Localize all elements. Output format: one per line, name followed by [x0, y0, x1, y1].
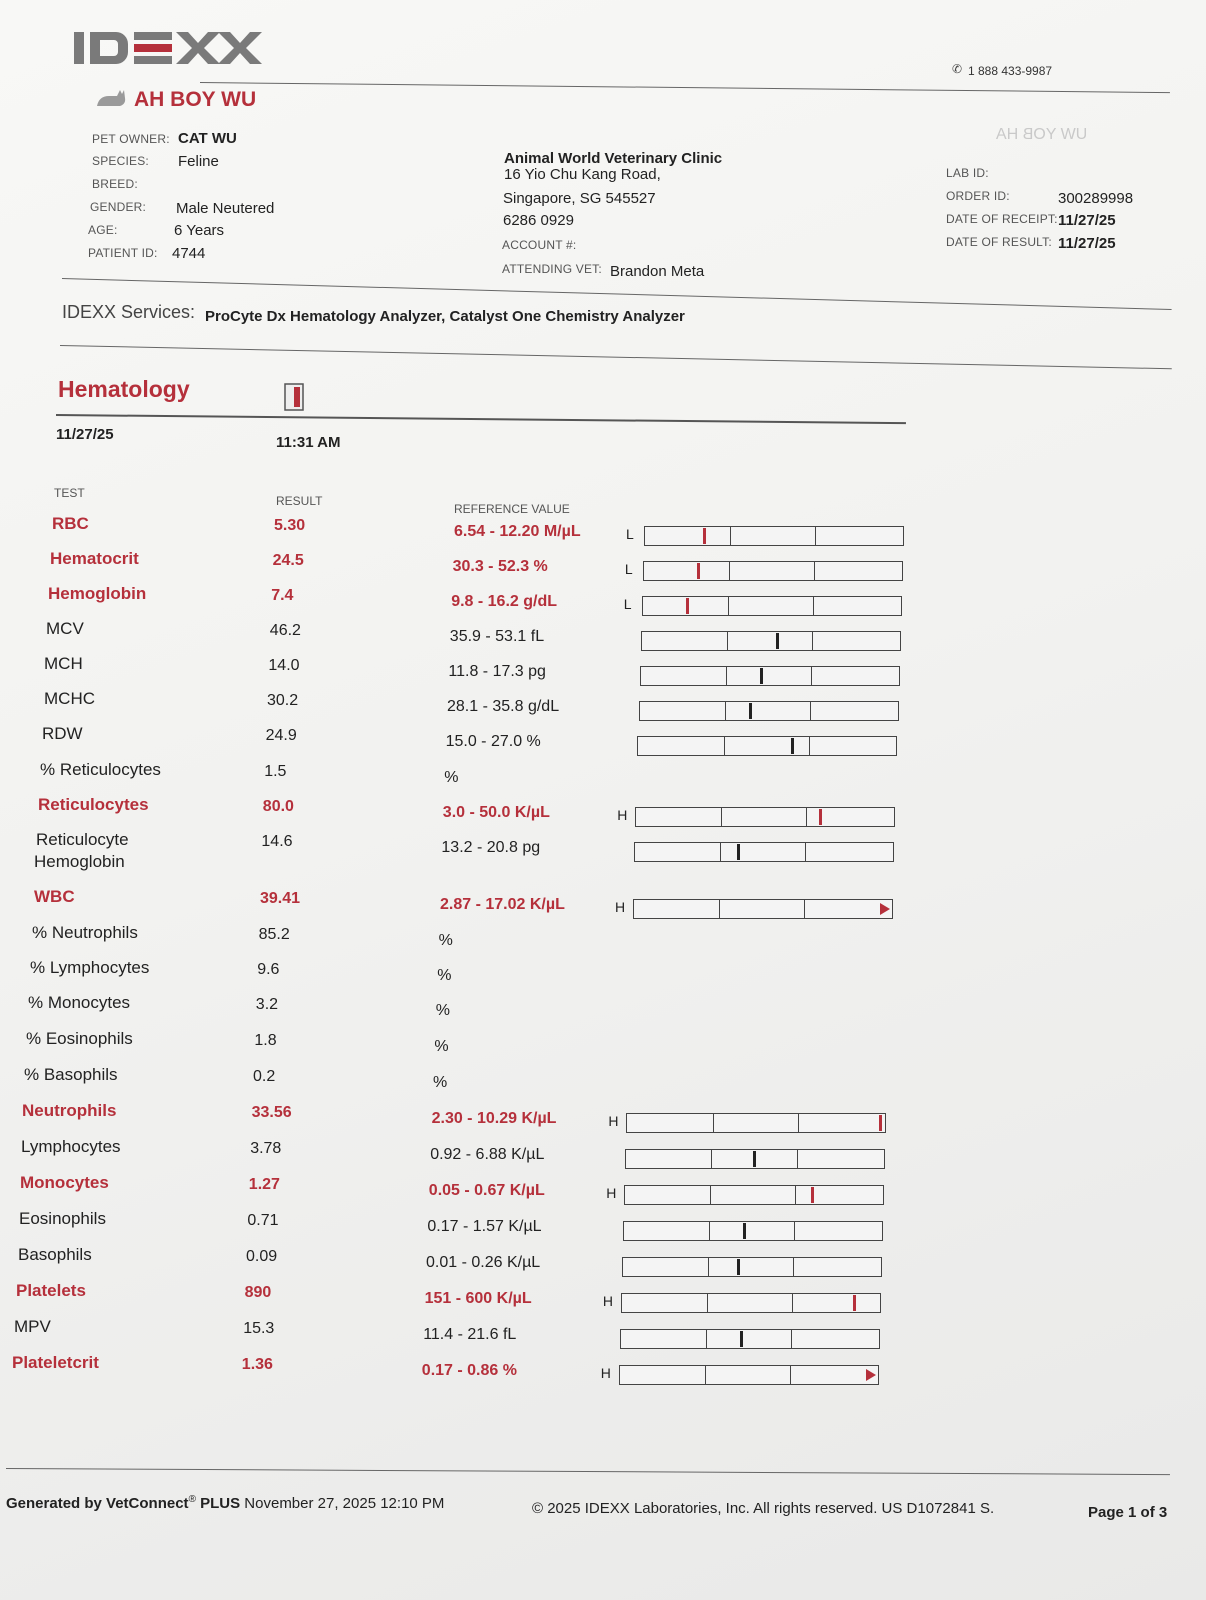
range-marker	[819, 809, 822, 825]
test-name: Eosinophils	[19, 1209, 106, 1228]
patient-id-label: PATIENT ID:	[88, 246, 158, 260]
info-rule	[62, 278, 1172, 310]
range-flag: H	[608, 1113, 619, 1129]
result-value: 0.71	[247, 1212, 279, 1229]
reference-range: 11.8 - 17.3 pg	[448, 663, 546, 680]
range-flag: L	[623, 596, 632, 612]
clinic-phone: 6286 0929	[503, 212, 574, 229]
result-value: 33.56	[251, 1104, 292, 1121]
table-row	[0, 993, 1206, 1027]
range-bar	[644, 526, 904, 546]
footer-generated	[6, 1494, 444, 1512]
range-flag: L	[624, 561, 633, 577]
test-name: Hematocrit	[50, 549, 139, 568]
gender-label: GENDER:	[90, 200, 147, 214]
clinic-name: Animal World Veterinary Clinic	[504, 150, 723, 167]
test-name: MCH	[44, 654, 83, 673]
range-flag: H	[600, 1365, 611, 1381]
services-label: IDEXX Services:	[62, 302, 196, 322]
footer-plus: PLUS	[200, 1495, 241, 1512]
test-name: Lymphocytes	[21, 1137, 121, 1156]
col-result-header: RESULT	[276, 494, 323, 508]
result-value: 24.5	[272, 552, 304, 569]
range-bar	[640, 666, 900, 686]
range-bar	[642, 596, 902, 616]
result-value: 0.2	[253, 1068, 276, 1085]
reference-range: 30.3 - 52.3 %	[452, 558, 548, 575]
range-marker	[737, 1259, 740, 1275]
range-marker	[703, 528, 706, 544]
patient-id-value: 4744	[172, 245, 206, 262]
range-bar	[621, 1293, 881, 1313]
range-marker	[791, 738, 794, 754]
reference-range: %	[438, 932, 453, 949]
range-marker	[749, 703, 752, 719]
range-bar	[637, 736, 897, 756]
age-value: 6 Years	[174, 222, 225, 239]
result-value: 14.6	[261, 833, 293, 850]
table-row	[0, 584, 1206, 618]
table-row	[0, 1209, 1206, 1243]
order-id-value: 300289998	[1058, 190, 1134, 207]
footer-timestamp: November 27, 2025 12:10 PM	[244, 1495, 445, 1512]
result-value: 30.2	[267, 692, 299, 709]
range-marker	[686, 598, 689, 614]
lab-id-label: LAB ID:	[946, 166, 989, 180]
table-row	[0, 1245, 1206, 1279]
table-row	[0, 1101, 1206, 1135]
range-flag: H	[615, 899, 626, 915]
table-row	[0, 514, 1206, 548]
owner-label: PET OWNER:	[92, 132, 170, 146]
test-name: RDW	[42, 724, 83, 743]
range-bar	[620, 1329, 880, 1349]
receipt-value: 11/27/25	[1058, 212, 1116, 229]
result-value: 85.2	[258, 926, 290, 943]
reference-range: 0.05 - 0.67 K/µL	[428, 1182, 545, 1199]
result-value: 5.30	[274, 517, 306, 534]
section-time: 11:31 AM	[276, 434, 341, 451]
owner-value: CAT WU	[178, 130, 237, 147]
reference-range: 0.17 - 0.86 %	[421, 1362, 517, 1379]
receipt-label: DATE OF RECEIPT:	[946, 212, 1058, 226]
table-row	[0, 619, 1206, 653]
table-row	[0, 887, 1206, 921]
reference-range: %	[435, 1002, 451, 1019]
vet-value: Brandon Meta	[610, 263, 705, 280]
range-marker	[697, 563, 700, 579]
reference-range: 35.9 - 53.1 fL	[449, 628, 545, 645]
range-marker	[879, 1115, 882, 1131]
range-flag: H	[606, 1185, 617, 1201]
footer-generated-text: Generated by VetConnect	[6, 1495, 189, 1512]
reference-range: 15.0 - 27.0 %	[445, 733, 541, 750]
clinic-phone-header: 1 888 433-9987	[968, 64, 1053, 78]
reference-range: 3.0 - 50.0 K/µL	[442, 804, 550, 821]
test-name: Monocytes	[20, 1173, 109, 1192]
result-value: 3.2	[255, 996, 279, 1013]
result-value: 890	[244, 1284, 272, 1301]
result-value: 9.6	[257, 961, 280, 978]
test-name: % Eosinophils	[26, 1029, 133, 1048]
out-of-range-arrow	[880, 903, 890, 915]
test-name: Basophils	[18, 1245, 92, 1264]
range-bar	[633, 899, 893, 919]
test-name: Neutrophils	[22, 1101, 117, 1120]
reference-range: 0.92 - 6.88 K/µL	[430, 1146, 545, 1163]
test-name: % Neutrophils	[32, 923, 138, 942]
result-date-label: DATE OF RESULT:	[946, 235, 1052, 249]
idexx-logo	[72, 26, 264, 70]
test-name: MPV	[14, 1317, 51, 1336]
range-bar	[623, 1221, 883, 1241]
test-name: % Monocytes	[28, 993, 131, 1012]
result-value: 0.09	[246, 1248, 278, 1265]
registered-mark: ®	[188, 1494, 196, 1505]
range-bar	[634, 842, 894, 862]
test-name: % Lymphocytes	[30, 958, 150, 977]
range-bar	[635, 807, 895, 827]
range-marker	[737, 844, 740, 860]
table-row	[0, 958, 1206, 992]
reference-range: 28.1 - 35.8 g/dL	[447, 698, 560, 715]
table-row	[0, 1065, 1206, 1099]
range-marker	[740, 1331, 743, 1347]
range-bar	[626, 1113, 886, 1133]
footer-rule	[6, 1468, 1170, 1475]
test-name: % Reticulocytes	[40, 760, 161, 779]
range-marker	[753, 1151, 756, 1167]
vet-label: ATTENDING VET:	[502, 262, 602, 276]
table-row	[0, 795, 1206, 829]
range-bar	[643, 561, 903, 581]
col-test-header: TEST	[54, 486, 85, 500]
out-of-range-arrow	[866, 1369, 876, 1381]
table-row	[0, 724, 1206, 758]
section-date: 11/27/25	[56, 426, 114, 443]
bleed-through: UW YOB HA	[996, 126, 1088, 143]
range-marker	[811, 1187, 814, 1203]
range-bar	[639, 701, 899, 721]
range-flag: L	[626, 526, 634, 542]
test-name: WBC	[34, 887, 75, 906]
test-name: Hemoglobin	[48, 584, 147, 603]
test-name: Plateletcrit	[12, 1353, 99, 1372]
species-label: SPECIES:	[92, 154, 149, 168]
order-id-label: ORDER ID:	[946, 189, 1010, 203]
table-row	[0, 760, 1206, 794]
section-title: Hematology	[58, 376, 190, 402]
reference-range: 2.30 - 10.29 K/µL	[431, 1110, 557, 1127]
table-row	[0, 1317, 1206, 1351]
reference-range: %	[437, 967, 452, 984]
result-date-value: 11/27/25	[1058, 235, 1116, 252]
result-value: 1.5	[264, 763, 287, 780]
range-marker	[853, 1295, 856, 1311]
result-value: 1.8	[254, 1032, 277, 1049]
result-value: 46.2	[269, 622, 301, 639]
table-row	[0, 1029, 1206, 1063]
reference-range: %	[444, 769, 459, 786]
result-value: 15.3	[243, 1320, 275, 1337]
reference-range: 11.4 - 21.6 fL	[423, 1326, 517, 1343]
range-marker	[776, 633, 779, 649]
document-icon	[284, 383, 304, 411]
gender-value: Male Neutered	[176, 200, 275, 217]
range-bar	[619, 1365, 879, 1385]
range-bar	[625, 1149, 885, 1169]
range-marker	[743, 1223, 746, 1239]
header-rule	[200, 82, 1170, 93]
result-value: 1.36	[241, 1356, 273, 1373]
range-flag: H	[602, 1293, 614, 1309]
table-row	[0, 830, 1206, 871]
age-label: AGE:	[88, 223, 118, 237]
clinic-address-2: Singapore, SG 545527	[503, 190, 656, 207]
result-value: 39.41	[260, 890, 301, 907]
result-value: 7.4	[271, 587, 294, 604]
test-name: MCHC	[44, 689, 95, 708]
result-value: 24.9	[265, 727, 297, 744]
reference-range: 151 - 600 K/µL	[424, 1290, 532, 1307]
reference-range: %	[433, 1074, 448, 1091]
test-name: RBC	[52, 514, 89, 533]
section-rule	[56, 414, 906, 424]
reference-range: 0.01 - 0.26 K/µL	[426, 1254, 541, 1271]
reference-range: 9.8 - 16.2 g/dL	[451, 593, 557, 610]
table-row	[0, 1137, 1206, 1171]
range-bar	[622, 1257, 882, 1277]
range-flag: H	[617, 807, 628, 823]
result-value: 3.78	[250, 1140, 282, 1157]
test-name: % Basophils	[24, 1065, 118, 1084]
table-row	[0, 923, 1206, 957]
account-label: ACCOUNT #:	[502, 238, 577, 252]
footer-copyright: © 2025 IDEXX Laboratories, Inc. All rights reserved. US D1072841 S.	[532, 1500, 995, 1517]
test-name: Reticulocyte	[36, 830, 129, 849]
services-value: ProCyte Dx Hematology Analyzer, Catalyst One Chemistry Analyzer	[205, 308, 685, 325]
col-ref-header: REFERENCE VALUE	[454, 502, 570, 516]
clinic-address-1: 16 Yio Chu Kang Road,	[504, 166, 661, 183]
table-row	[0, 1173, 1206, 1207]
cat-icon	[94, 86, 128, 110]
reference-range: %	[434, 1038, 449, 1055]
table-row	[0, 549, 1206, 583]
reference-range: 6.54 - 12.20 M/µL	[454, 523, 581, 540]
patient-name: AH BOY WU	[134, 88, 257, 111]
range-bar	[624, 1185, 884, 1205]
range-marker	[760, 668, 763, 684]
table-row	[0, 1281, 1206, 1315]
table-row	[0, 654, 1206, 688]
reference-range: 2.87 - 17.02 K/µL	[440, 896, 565, 913]
test-name-line2: Hemoglobin	[34, 852, 125, 871]
result-value: 1.27	[248, 1176, 280, 1193]
services-rule	[60, 345, 1172, 369]
result-value: 80.0	[262, 798, 294, 815]
page-number: Page 1 of 3	[1088, 1504, 1168, 1521]
breed-label: BREED:	[92, 177, 138, 191]
table-row	[0, 1353, 1206, 1387]
species-value: Feline	[178, 153, 219, 170]
reference-range: 13.2 - 20.8 pg	[441, 839, 541, 856]
range-bar	[641, 631, 901, 651]
test-name: Reticulocytes	[38, 795, 149, 814]
test-name: MCV	[46, 619, 84, 638]
reference-range: 0.17 - 1.57 K/µL	[427, 1218, 542, 1235]
table-row	[0, 689, 1206, 723]
test-name: Platelets	[16, 1281, 86, 1300]
phone-icon: ✆	[952, 62, 963, 76]
result-value: 14.0	[268, 657, 300, 674]
